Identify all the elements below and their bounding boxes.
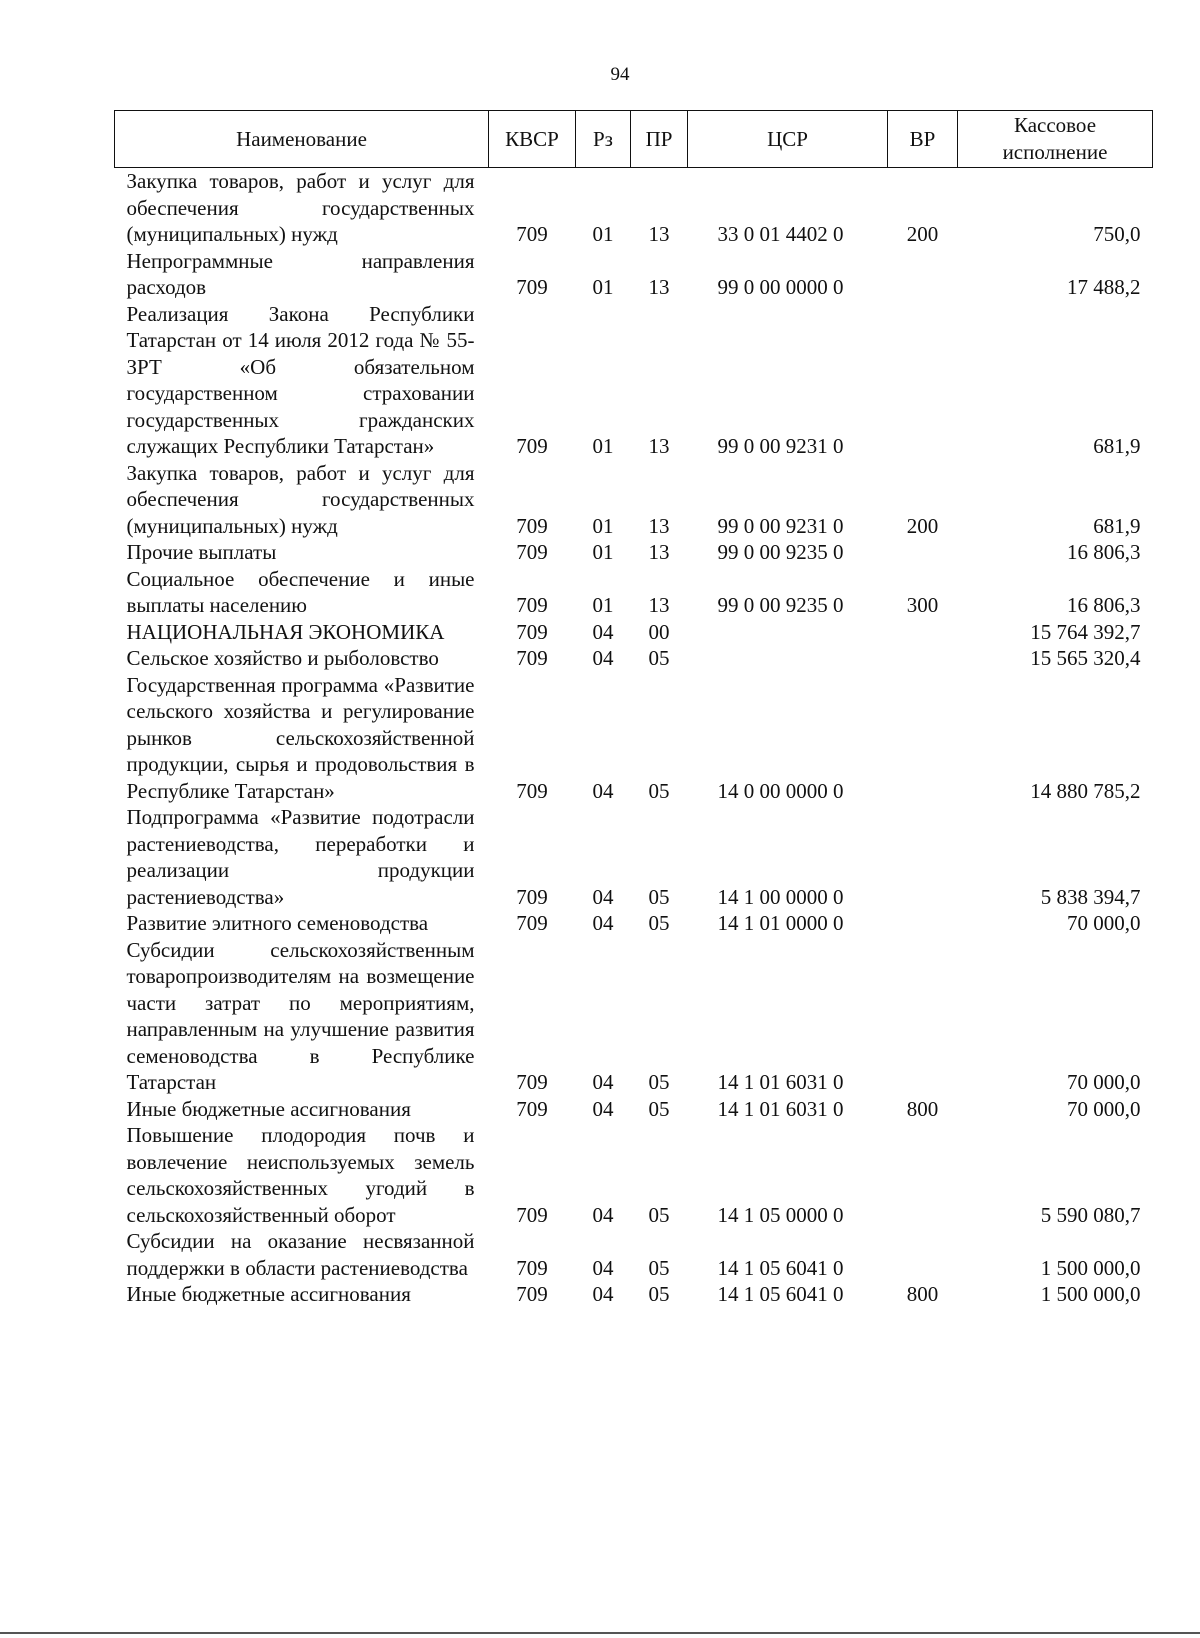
row-pr: 05: [648, 1282, 670, 1306]
row-vr: [888, 301, 958, 460]
row-kvsr: 709: [516, 1096, 548, 1121]
row-vr: 800: [906, 1096, 939, 1121]
budget-table: [114, 110, 1153, 1308]
page-number: 94: [610, 64, 630, 85]
row-name: НАЦИОНАЛЬНАЯ ЭКОНОМИКА: [126, 619, 445, 644]
row-csr: 14 1 00 0000 0: [717, 884, 844, 909]
row-pr: 05: [648, 1255, 670, 1280]
row-kvsr: 709: [516, 593, 548, 617]
row-pr: 13: [648, 540, 670, 564]
row-amount: 1 500 000,0: [1040, 1282, 1141, 1306]
row-name: Подпрограмма «Развитие подотрасли растениеводства, переработки и реализации продукции растениеводства»: [126, 805, 475, 909]
row-name: Развитие элитного семеноводства: [126, 911, 429, 935]
row-name: Прочие выплаты: [126, 540, 277, 564]
row-amount: 16 806,3: [1067, 593, 1141, 617]
row-csr: 99 0 00 9235 0: [717, 540, 844, 564]
row-csr: [688, 645, 888, 672]
row-pr: 05: [648, 1096, 670, 1121]
row-name: Субсидии на оказание несвязанной поддержки в области растениеводства: [126, 1229, 475, 1280]
row-vr: 300: [906, 593, 939, 617]
row-amount: 16 806,3: [1067, 540, 1141, 564]
row-csr: 99 0 00 9231 0: [717, 434, 844, 458]
row-name: Сельское хозяйство и рыболовство: [126, 646, 439, 670]
row-csr: 14 0 00 0000 0: [717, 778, 844, 803]
row-pr: 00: [648, 619, 670, 644]
row-csr: 14 1 01 6031 0: [717, 1096, 844, 1121]
row-kvsr: 709: [516, 911, 548, 935]
row-pr: 05: [648, 1070, 670, 1094]
row-rz: 01: [592, 222, 614, 246]
row-amount: 70 000,0: [1067, 1096, 1141, 1121]
table-row: [115, 301, 1153, 460]
row-kvsr: 709: [516, 884, 548, 909]
row-vr: 200: [906, 222, 939, 246]
row-pr: 13: [648, 513, 670, 538]
row-name: Непрограммные направления расходов: [126, 248, 475, 299]
row-pr: 13: [648, 222, 670, 246]
row-amount: 750,0: [1093, 222, 1141, 246]
row-kvsr: 709: [516, 513, 548, 538]
row-vr: [888, 1122, 958, 1228]
row-name: Государственная программа «Развитие сельского хозяйства и регулирование рынков сельскохозяйственной продукции, сырья и продовольствия в Республике Татарстан»: [126, 672, 475, 803]
row-vr: [888, 619, 958, 646]
row-rz: 04: [592, 1202, 614, 1227]
row-name: Реализация Закона Республики Татарстан от 14 июля 2012 года № 55-ЗРТ «Об обязательном государственном страховании государственных гражданских служащих Республики Татарстан»: [126, 301, 475, 458]
header-amount: Кассовое исполнение: [958, 111, 1153, 168]
row-vr: [888, 937, 958, 1096]
table-row: [115, 248, 1153, 301]
row-name: Закупка товаров, работ и услуг для обеспечения государственных (муниципальных) нужд: [126, 169, 475, 246]
row-kvsr: 709: [516, 1202, 548, 1227]
row-name: Субсидии сельскохозяйственным товаропроизводителям на возмещение части затрат по мероприятиям, направленным на улучшение развития семеноводства в Республике Татарстан: [126, 937, 475, 1094]
row-vr: 800: [906, 1282, 939, 1306]
row-kvsr: 709: [516, 434, 548, 458]
row-kvsr: 709: [516, 1282, 548, 1306]
table-row: [115, 645, 1153, 672]
row-name: Закупка товаров, работ и услуг для обеспечения государственных (муниципальных) нужд: [126, 460, 475, 538]
page-bottom-rule: [0, 1632, 1200, 1634]
row-amount: 15 764 392,7: [1030, 619, 1141, 644]
table-row: [115, 910, 1153, 937]
row-csr: 14 1 05 0000 0: [717, 1202, 844, 1227]
row-rz: 04: [592, 619, 614, 644]
row-amount: 681,9: [1093, 513, 1141, 538]
row-rz: 04: [592, 911, 614, 935]
row-kvsr: 709: [516, 646, 548, 670]
row-pr: 05: [648, 911, 670, 935]
row-rz: 04: [592, 646, 614, 670]
row-pr: 05: [648, 1202, 670, 1227]
row-csr: 33 0 01 4402 0: [717, 222, 844, 246]
table-body: [115, 168, 1153, 1308]
row-rz: 04: [592, 778, 614, 803]
row-csr: 14 1 01 6031 0: [717, 1070, 844, 1094]
row-kvsr: 709: [516, 222, 548, 246]
table-header-row: [115, 111, 1153, 168]
table-row: [115, 168, 1153, 248]
header-rz: Рз: [576, 111, 631, 168]
row-amount: 1 500 000,0: [1040, 1255, 1141, 1280]
header-pr: ПР: [631, 111, 688, 168]
row-vr: [888, 539, 958, 566]
row-vr: [888, 804, 958, 910]
row-rz: 04: [592, 1070, 614, 1094]
row-amount: 5 590 080,7: [1040, 1202, 1141, 1227]
row-kvsr: 709: [516, 1255, 548, 1280]
row-rz: 01: [592, 513, 614, 538]
row-name: Повышение плодородия почв и вовлечение неиспользуемых земель сельскохозяйственных угодий в сельскохозяйственный оборот: [126, 1123, 475, 1227]
table-row: [115, 672, 1153, 805]
row-rz: 01: [592, 275, 614, 299]
row-amount: 17 488,2: [1067, 275, 1141, 299]
row-vr: [888, 645, 958, 672]
row-rz: 01: [592, 434, 614, 458]
row-pr: 05: [648, 778, 670, 803]
table-row: [115, 539, 1153, 566]
table-row: [115, 1281, 1153, 1308]
row-kvsr: 709: [516, 778, 548, 803]
row-amount: 70 000,0: [1067, 911, 1141, 935]
table-row: [115, 804, 1153, 910]
row-name: Иные бюджетные ассигнования: [126, 1282, 411, 1306]
row-vr: [888, 672, 958, 805]
table-row: [115, 1122, 1153, 1228]
row-kvsr: 709: [516, 275, 548, 299]
row-pr: 05: [648, 646, 670, 670]
row-csr: 14 1 05 6041 0: [717, 1282, 844, 1306]
row-pr: 05: [648, 884, 670, 909]
row-amount: 15 565 320,4: [1030, 646, 1141, 670]
row-csr: [688, 619, 888, 646]
row-rz: 01: [592, 540, 614, 564]
row-vr: 200: [906, 513, 939, 538]
row-rz: 04: [592, 884, 614, 909]
row-pr: 13: [648, 434, 670, 458]
row-name: Социальное обеспечение и иные выплаты населению: [126, 566, 475, 617]
row-rz: 04: [592, 1282, 614, 1306]
row-name: Иные бюджетные ассигнования: [126, 1096, 411, 1121]
table-row: [115, 619, 1153, 646]
row-csr: 99 0 00 9235 0: [717, 593, 844, 617]
row-rz: 04: [592, 1255, 614, 1280]
row-kvsr: 709: [516, 619, 548, 644]
row-kvsr: 709: [516, 540, 548, 564]
row-rz: 04: [592, 1096, 614, 1121]
header-kvsr: КВСР: [489, 111, 576, 168]
row-csr: 99 0 00 9231 0: [717, 513, 844, 538]
table-row: [115, 1228, 1153, 1281]
row-amount: 681,9: [1093, 434, 1141, 458]
table-row: [115, 1096, 1153, 1123]
header-vr: ВР: [888, 111, 958, 168]
row-amount: 14 880 785,2: [1030, 778, 1141, 803]
table-row: [115, 937, 1153, 1096]
row-csr: 14 1 05 6041 0: [717, 1255, 844, 1280]
row-vr: [888, 1228, 958, 1281]
row-rz: 01: [592, 593, 614, 617]
row-pr: 13: [648, 593, 670, 617]
table-row: [115, 460, 1153, 540]
row-vr: [888, 910, 958, 937]
row-vr: [888, 248, 958, 301]
row-kvsr: 709: [516, 1070, 548, 1094]
row-pr: 13: [648, 275, 670, 299]
header-csr: ЦСР: [688, 111, 888, 168]
row-csr: 14 1 01 0000 0: [717, 911, 844, 935]
row-amount: 5 838 394,7: [1040, 884, 1141, 909]
row-csr: 99 0 00 0000 0: [717, 275, 844, 299]
table-row: [115, 566, 1153, 619]
row-amount: 70 000,0: [1067, 1070, 1141, 1094]
header-name: Наименование: [115, 111, 489, 168]
